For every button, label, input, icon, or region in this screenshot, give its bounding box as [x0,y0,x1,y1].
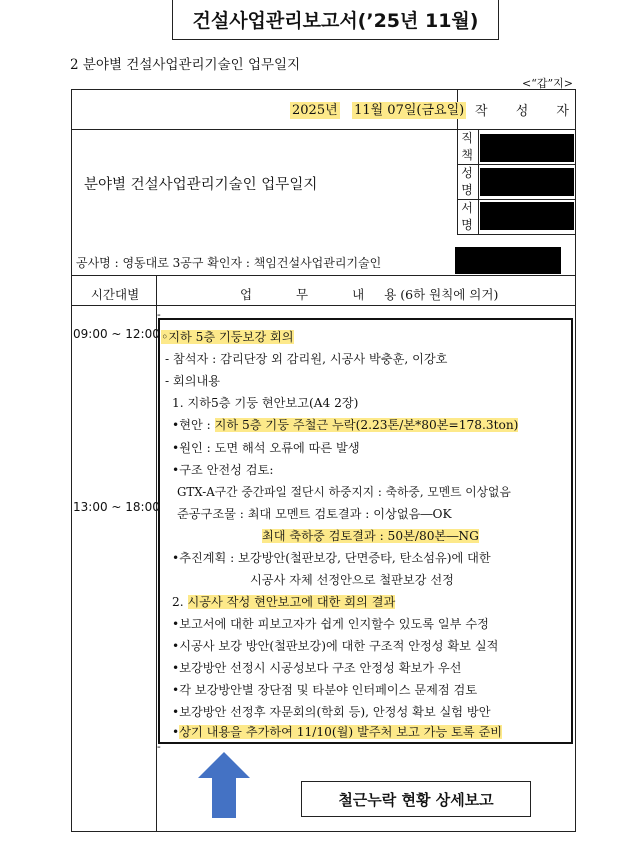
redacted-position [480,134,574,162]
time-afternoon: 13:00 ~ 18:00 [73,500,160,514]
grid-line [457,199,575,200]
item-2-title: 시공사 작성 현안보고에 대한 회의 결과 [187,595,396,609]
result-line-6-text: 상기 내용을 추가하여 11/10(월) 발주처 보고 가능 토록 준비 [179,725,503,739]
redacted-confirmer [455,247,561,274]
result-line-6 [172,724,502,740]
column-header-work [240,285,498,303]
result-line-4: •각 보강방안별 장단점 및 타분야 인터페이스 문제점 검토 [172,683,478,697]
column-header-work-rest: 용 (6하 원칙에 의거) [384,287,499,302]
plan-selection-line: 시공사 자체 선정안으로 철판보강 선정 [250,573,454,587]
redacted-name [480,168,574,196]
bullet: • [172,725,180,739]
report-date [290,99,466,118]
position-label: 직책 [461,131,473,162]
item-2-heading [172,594,395,610]
result-line-2: •시공사 보강 방안(철판보강)에 대한 구조적 안정성 확보 실적 [172,639,499,653]
meeting-title: 지하 5층 기둥보강 회의 [168,330,294,344]
project-confirmer-line: 공사명 : 영동대로 3공구 확인자 : 책임건설사업관리기술인 [76,256,382,270]
column-header-time: 시간대별 [90,287,140,302]
up-arrow-icon [196,752,252,818]
issue-line [172,417,518,433]
date-monthday: 11월 07일(금요일) [354,103,465,118]
item-2-number: 2. [172,595,188,609]
result-line-5: •보강방안 선정후 자문회의(학회 등), 안정성 확보 실험 방안 [172,705,491,719]
grid-line [457,234,575,235]
safety-review-line: •구조 안전성 검토: [172,463,274,477]
tick-mark: - [157,740,161,753]
grid-line [72,275,575,276]
axial-review-line [262,528,479,544]
report-title: 건설사업관리보고서(’25년 11월) [172,0,499,40]
grid-line [72,305,575,306]
gtx-review-line: GTX-A구간 중간파일 절단시 하중지지 : 축하중, 모멘트 이상없음 [177,485,511,499]
result-line-1: •보고서에 대한 피보고자가 쉽게 인지할수 있도록 일부 수정 [172,617,489,631]
item-1-heading: 1. 지하5층 기둥 현안보고(A4 2장) [172,396,359,410]
moment-review-line: 준공구조물 : 최대 모멘트 검토결과 : 이상없음―OK [177,507,452,521]
redacted-signature [480,202,574,230]
section-heading: 2 분야별 건설사업관리기술인 업무일지 [70,57,301,73]
form-tag: <“갑”지> [522,77,573,90]
date-year: 2025년 [292,103,338,118]
log-title: 분야별 건설사업관리기술인 업무일지 [84,177,318,193]
grid-line [72,129,575,130]
detail-report-callout: 철근누락 현황 상세보고 [301,781,531,817]
bullet: ◦ [161,330,169,344]
axial-review-text: 최대 축하중 검토결과 : 50본/80본―NG [262,529,479,543]
signature-label: 서명 [461,201,473,232]
grid-line [478,129,479,234]
grid-line [457,129,458,234]
result-line-3: •보강방안 선정시 시공성보다 구조 안정성 확보가 우선 [172,661,462,675]
issue-text: 지하 5층 기둥 주철근 누락(2.23톤/본*80본=178.3ton) [214,418,519,432]
time-morning: 09:00 ~ 12:00 [73,327,160,341]
meeting-contents-label: - 회의내용 [165,374,221,388]
name-label: 성명 [461,166,473,197]
meeting-title-line [161,329,294,345]
issue-label: •현안 : [172,418,215,432]
plan-line: •추진계획 : 보강방안(철판보강, 단면증타, 탄소섬유)에 대한 [172,551,491,565]
author-label: 작 성 자 [475,104,581,119]
attendees-line: - 참석자 : 감리단장 외 감리원, 시공사 박충훈, 이강호 [165,352,448,366]
tick-mark: - [157,308,161,321]
cause-line: •원인 : 도면 해석 오류에 따른 발생 [172,441,360,455]
column-header-work-spaced: 업 무 내 [240,287,385,302]
grid-line [457,164,575,165]
